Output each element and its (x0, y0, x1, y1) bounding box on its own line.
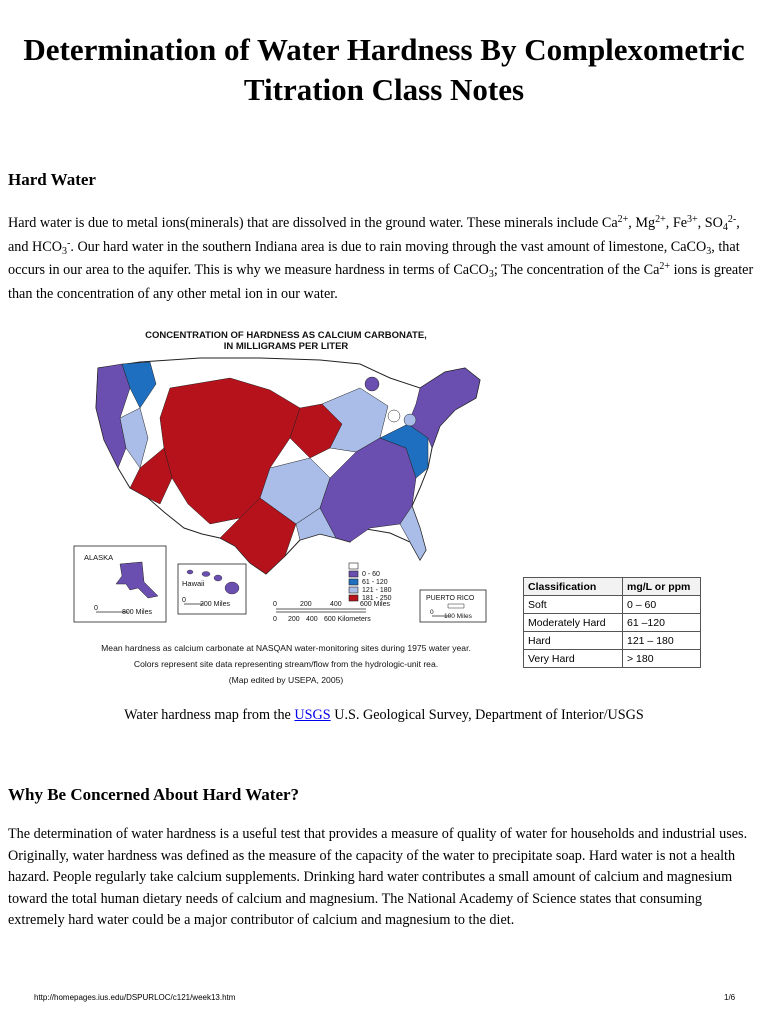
hawaii-label: Hawaii (182, 579, 205, 588)
legend-label-1: 61 - 120 (362, 579, 388, 586)
footer-page-number: 1/6 (724, 993, 736, 1002)
puerto-rico-label: PUERTO RICO (426, 595, 475, 602)
table-header: mg/L or ppm (623, 578, 701, 596)
scale-miles-2: 400 (330, 601, 342, 608)
scale-km-1: 200 (288, 616, 300, 623)
scale-km-3: 600 Kilometers (324, 616, 371, 623)
puerto-rico-inset (420, 590, 486, 622)
scale-miles-1: 200 (300, 601, 312, 608)
table-row (524, 650, 701, 668)
table-cell: 121 – 180 (623, 632, 701, 650)
alaska-label: ALASKA (84, 553, 114, 562)
table-cell: Moderately Hard (524, 614, 623, 632)
legend-label-0: 0 - 60 (362, 571, 380, 578)
map-title-line1: CONCENTRATION OF HARDNESS AS CALCIUM CARBONATE, (145, 330, 427, 341)
table-cell: Very Hard (524, 650, 623, 668)
table-row (524, 614, 701, 632)
alaska-inset (74, 546, 166, 622)
concern-paragraph: The determination of water hardness is a useful test that provides a measure of quality of water for households and industrial uses. Originally, water hardness was defined as the measure of the capacity of the water to precipitate soap. Hard water is not a health hazard. People regularly take calcium supplements. Drinking hard water contributes a small amount of calcium and magnesium toward the total human dietary needs of calcium and magnesium. The National Academy of Science states that consuming extremely hard water could be a major contributor of calcium and magnesium to the diet. (8, 826, 748, 928)
table-cell: 61 –120 (623, 614, 701, 632)
section-heading-hard-water: Hard Water (8, 170, 96, 189)
page-title: Determination of Water Hardness By Complexometric Titration Class Notes (23, 32, 745, 107)
section-heading-why-concerned: Why Be Concerned About Hard Water? (8, 785, 300, 804)
table-row (524, 632, 701, 650)
map-note-3: (Map edited by USEPA, 2005) (228, 675, 344, 685)
table-header-row (524, 578, 701, 596)
hawaii-inset (178, 564, 246, 614)
hawaii-scale-end: 200 Miles (200, 601, 230, 608)
map-note-1: Mean hardness as calcium carbonate at NASQAN water-monitoring sites during 1975 water year. (101, 643, 471, 653)
map-scale-bar (273, 601, 390, 623)
usgs-link[interactable]: USGS (294, 707, 331, 723)
scale-km-2: 400 (306, 616, 318, 623)
hardness-map-figure (60, 328, 512, 688)
pr-scale-start: 0 (430, 609, 434, 616)
scale-miles-3: 600 Miles (360, 601, 390, 608)
alaska-scale-end: 800 Miles (122, 609, 152, 616)
table-cell: Soft (524, 596, 623, 614)
pr-scale-end: 100 Miles (444, 613, 472, 620)
legend-label-3: 181 - 250 (362, 595, 392, 602)
scale-miles-0: 0 (273, 601, 277, 608)
map-note-2: Colors represent site data representing stream/flow from the hydrologic-unit rea. (133, 659, 439, 669)
map-legend (349, 563, 392, 602)
alaska-scale-start: 0 (94, 605, 98, 612)
hardness-map (60, 328, 512, 688)
hard-water-paragraph: Hard water is due to metal ions(minerals) that are dissolved in the ground water. These minerals include $Ca^{2+}$, $Mg^{2+}$, $Fe^{3+}$, $SO_4^{2-}$, and $HCO_3^-$. Our hard water in the southern Indiana area is due to rain moving through the vast amount of limestone, CaCO$_3$, that occurs in our area to the aquifer. This is why we measure hardness in terms of CaCO$_3$; The concentration of the $Ca^{2+}$ ions is greater than the concentration of any other metal ion in our water. (8, 214, 754, 302)
scale-km-0: 0 (273, 616, 277, 623)
table-cell: 0 – 60 (623, 596, 701, 614)
table-cell: > 180 (623, 650, 701, 668)
classification-table (523, 577, 701, 668)
table-cell: Hard (524, 632, 623, 650)
map-caption: Water hardness map from the USGS U.S. Geological Survey, Department of Interior/USGS (124, 707, 644, 723)
hawaii-scale-start: 0 (182, 597, 186, 604)
table-row (524, 596, 701, 614)
map-title-line2: IN MILLIGRAMS PER LITER (223, 341, 349, 352)
legend-label-2: 121 - 180 (362, 587, 392, 594)
table-header: Classification (524, 578, 623, 596)
footer-url: http://homepages.ius.edu/DSPURLOC/c121/week13.htm (34, 993, 236, 1002)
